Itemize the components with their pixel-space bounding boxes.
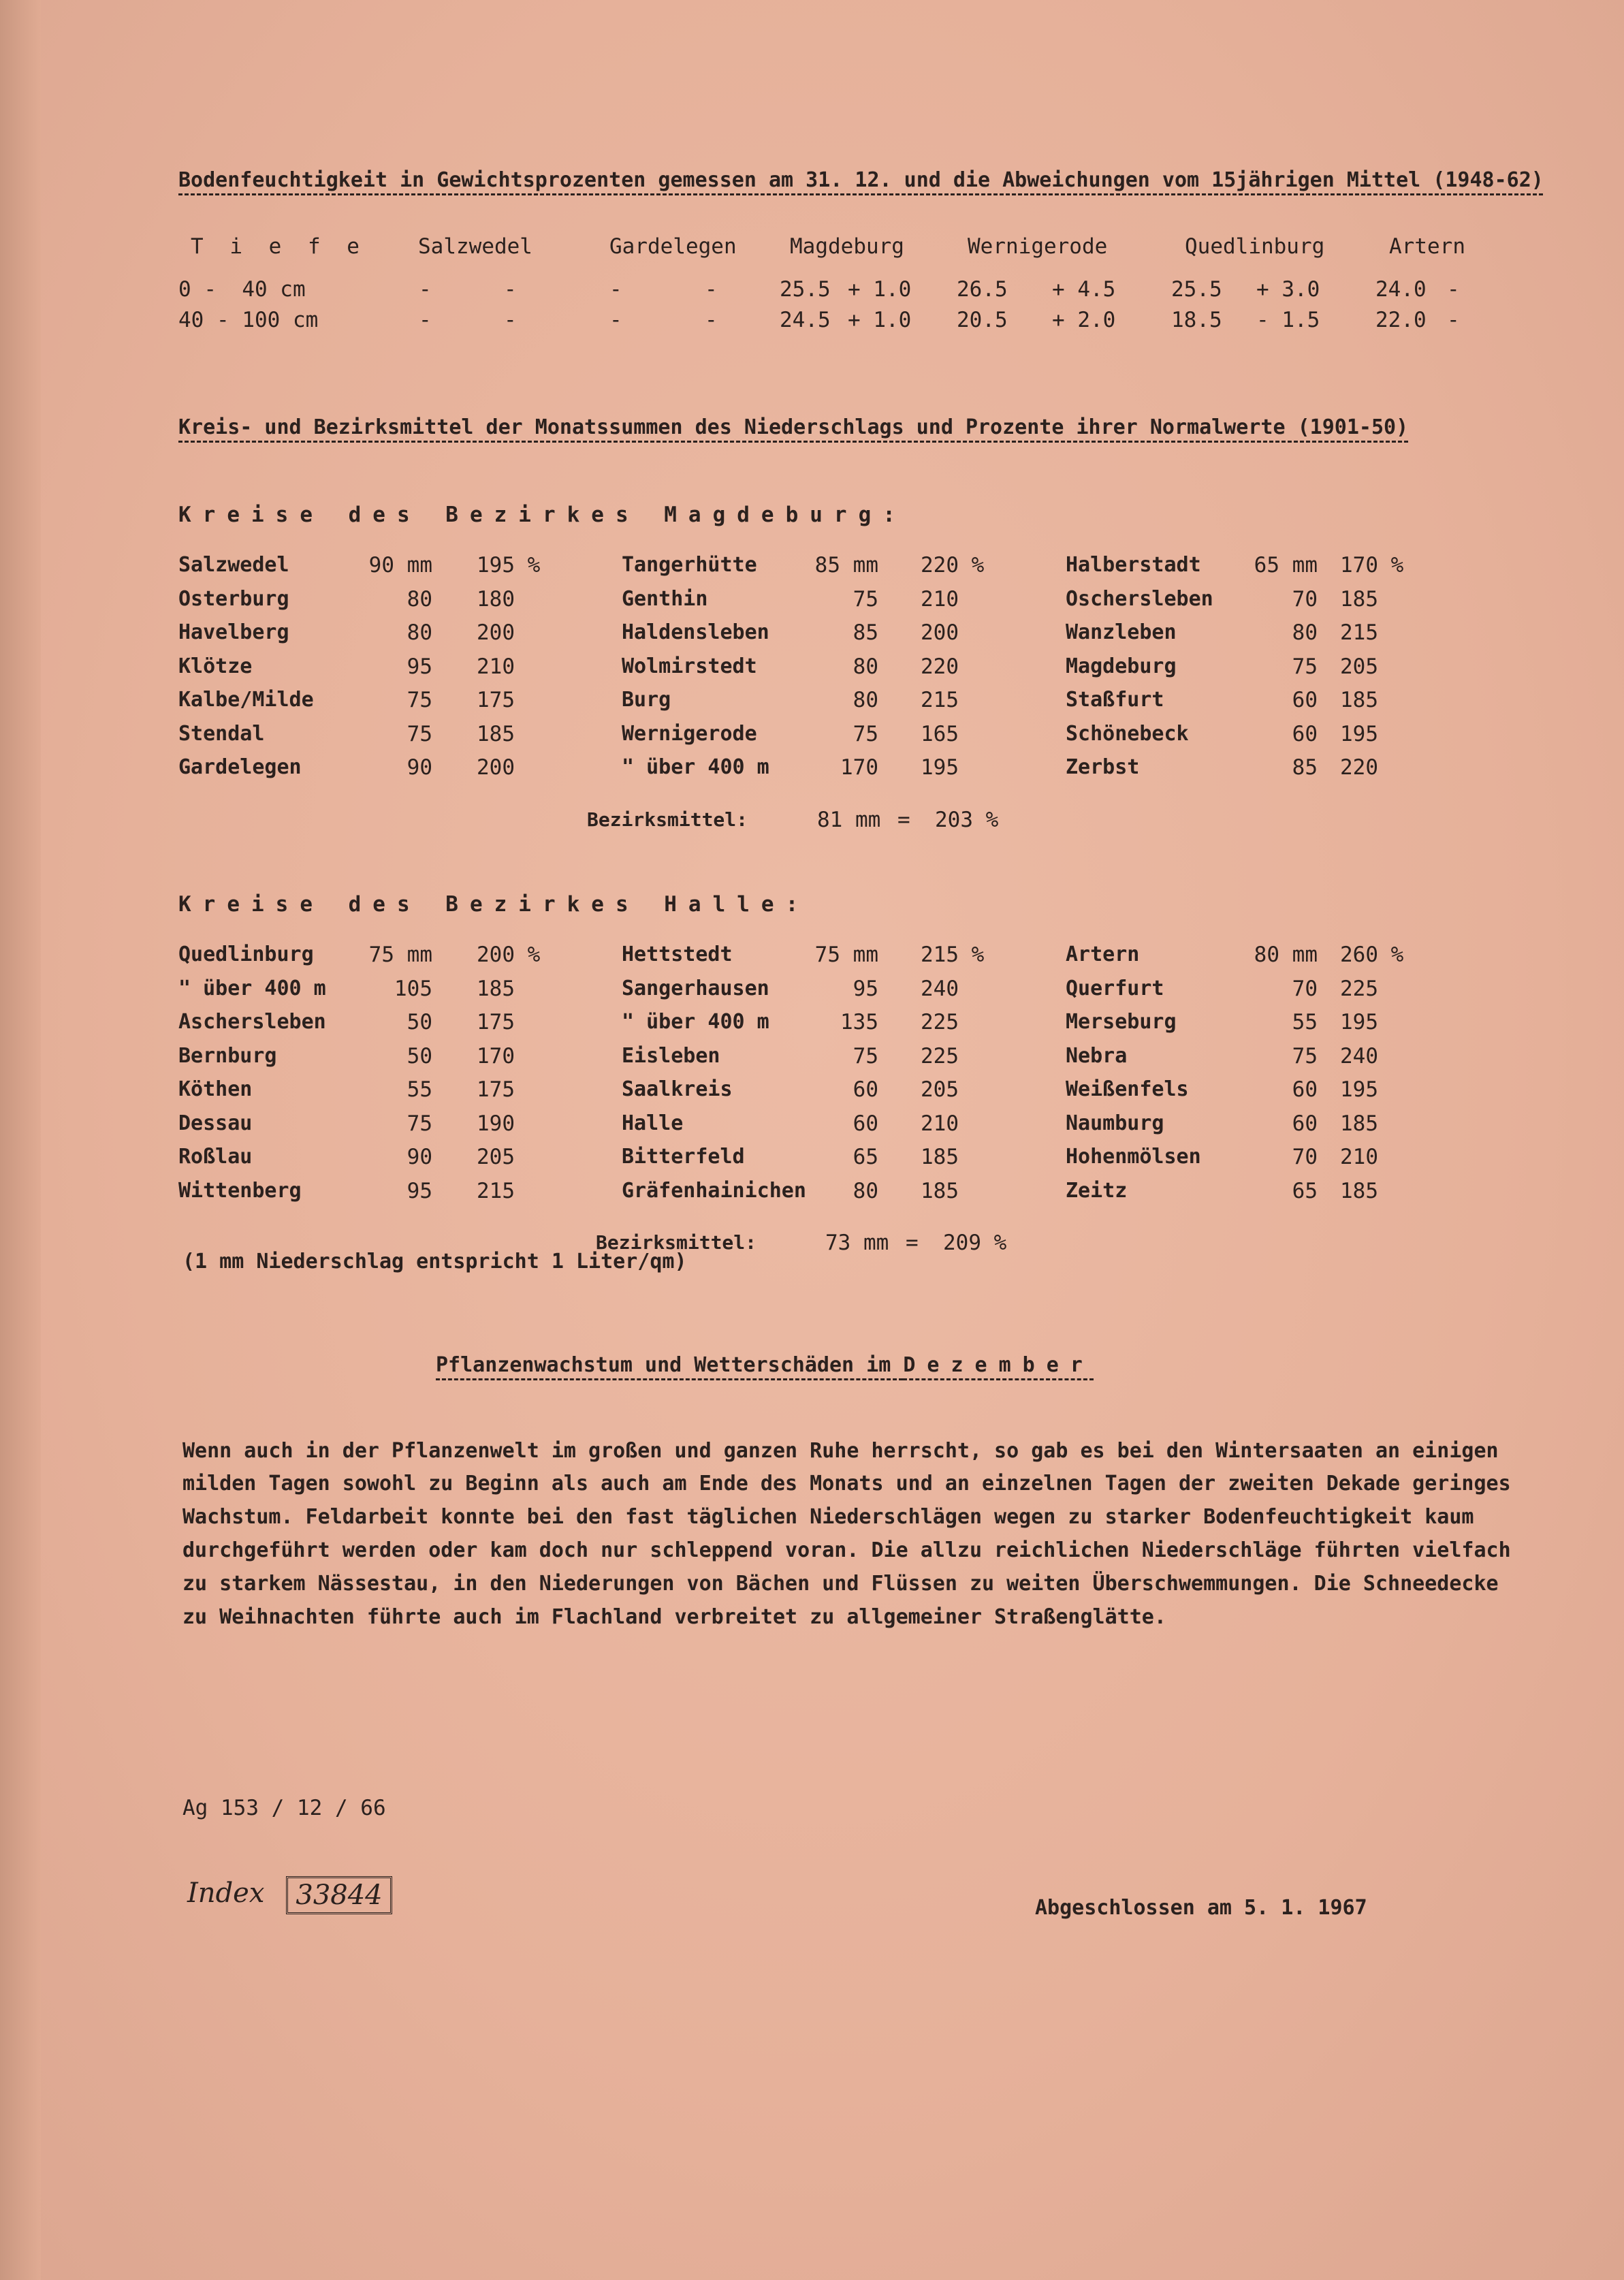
district-name: " über 400 m [622, 755, 769, 779]
soil-value-cell: 24.5 [780, 308, 831, 332]
magdeburg-heading: Kreise des Bezirkes Magdeburg: [178, 503, 907, 527]
district-mm: 80 [407, 620, 432, 645]
district-percent: 195 [921, 755, 959, 780]
reference-number: Ag 153 / 12 / 66 [182, 1796, 386, 1820]
district-name: Quedlinburg [178, 943, 314, 966]
district-mm: 80 [853, 1178, 878, 1203]
district-percent: 220 [1340, 755, 1378, 780]
district-name: Saalkreis [622, 1077, 733, 1101]
district-mm: 60 [1292, 721, 1318, 746]
district-name: Wernigerode [622, 721, 757, 746]
district-mm: 90 mm [368, 553, 432, 577]
district-name: Sangerhausen [622, 976, 769, 1000]
district-percent: 205 [921, 1077, 959, 1102]
district-mm: 55 [1292, 1010, 1318, 1034]
magdeburg-mean-label: Bezirksmittel: [587, 808, 748, 831]
district-percent: 185 [1340, 586, 1378, 612]
district-name: Hohenmölsen [1066, 1145, 1201, 1169]
district-percent: 210 [477, 654, 515, 679]
district-percent: 195 % [477, 553, 541, 577]
district-mm: 75 mm [368, 943, 432, 967]
district-mm: 75 [407, 721, 432, 746]
soil-header-artern: Artern [1389, 234, 1465, 259]
district-name: Köthen [178, 1077, 253, 1101]
soil-value-cell: - [504, 277, 517, 302]
soil-depth-cell: 40 - 100 cm [178, 308, 319, 332]
soil-value-cell: 20.5 [957, 308, 1008, 332]
soil-value-cell: 26.5 [957, 277, 1008, 302]
district-name: Wolmirstedt [622, 654, 757, 678]
district-mm: 75 [853, 1043, 878, 1068]
district-mm: 50 [407, 1010, 432, 1034]
magdeburg-mean-eq: = [897, 808, 910, 832]
district-mm: 75 mm [814, 943, 878, 967]
footnote: (1 mm Niederschlag entspricht 1 Liter/qm) [182, 1250, 687, 1273]
district-percent: 240 [921, 976, 959, 1001]
district-percent: 215 [921, 688, 959, 712]
district-name: Eisleben [622, 1043, 720, 1068]
district-percent: 225 [921, 1043, 959, 1068]
index-label: Index [187, 1878, 265, 1909]
halle-mean-mm: 73 mm [825, 1231, 889, 1255]
district-percent: 260 % [1340, 943, 1404, 967]
district-percent: 200 [921, 620, 959, 645]
soil-value-cell: 25.5 [780, 277, 831, 302]
district-name: Zeitz [1066, 1178, 1128, 1203]
district-percent: 170 [477, 1043, 515, 1068]
district-mm: 85 [853, 620, 878, 645]
district-mm: 80 [853, 654, 878, 679]
district-mm: 90 [407, 1145, 432, 1169]
district-mm: 105 [394, 976, 432, 1001]
district-name: Querfurt [1066, 976, 1164, 1000]
district-percent: 200 % [477, 943, 541, 967]
district-name: Burg [622, 688, 671, 712]
district-name: Naumburg [1066, 1111, 1164, 1135]
precip-title: Kreis- und Bezirksmittel der Monatssummen des Niederschlags und Prozente ihrer Normalwerte (1901-50) [178, 415, 1409, 439]
district-percent: 195 [1340, 1010, 1378, 1034]
district-mm: 80 [853, 688, 878, 712]
magdeburg-mean-mm: 81 mm [817, 808, 881, 832]
soil-value-cell: - [504, 308, 517, 332]
district-name: Staßfurt [1066, 688, 1164, 712]
district-name: Salzwedel [178, 553, 289, 577]
district-percent: 175 [477, 688, 515, 712]
district-percent: 175 [477, 1010, 515, 1034]
soil-value-cell: - [705, 277, 718, 302]
soil-header-quedlinburg: Quedlinburg [1185, 234, 1325, 259]
soil-value-cell: + 2.0 [1052, 308, 1116, 332]
district-percent: 240 [1340, 1043, 1378, 1068]
plants-line-3: Wachstum. Feldarbeit konnte bei den fast täglichen Niederschlägen wegen zu starker Bodenfeuchtigkeit kaum [182, 1505, 1474, 1529]
district-percent: 185 [1340, 688, 1378, 712]
soil-value-cell: + 4.5 [1052, 277, 1116, 302]
district-percent: 210 [921, 1111, 959, 1136]
district-name: Klötze [178, 654, 253, 678]
district-name: " über 400 m [178, 976, 326, 1000]
district-name: " über 400 m [622, 1010, 769, 1034]
district-percent: 195 [1340, 721, 1378, 746]
district-name: Kalbe/Milde [178, 688, 314, 712]
soil-value-cell: - [1447, 308, 1460, 332]
district-mm: 60 [1292, 1077, 1318, 1102]
district-mm: 70 [1292, 586, 1318, 612]
soil-value-cell: - [1447, 277, 1460, 302]
district-mm: 75 [853, 721, 878, 746]
halle-mean-eq: = [906, 1231, 919, 1255]
soil-header-gardelegen: Gardelegen [609, 234, 737, 259]
soil-value-cell: - [705, 308, 718, 332]
district-mm: 70 [1292, 976, 1318, 1001]
plants-title-a: Pflanzenwachstum und Wetterschäden im [436, 1353, 904, 1377]
district-mm: 135 [840, 1010, 878, 1034]
district-mm: 75 [1292, 654, 1318, 679]
district-name: Halberstadt [1066, 553, 1201, 577]
soil-value-cell: + 1.0 [848, 308, 912, 332]
soil-value-cell: + 1.0 [848, 277, 912, 302]
soil-header-salzwedel: Salzwedel [418, 234, 532, 259]
district-percent: 185 [921, 1145, 959, 1169]
district-name: Tangerhütte [622, 553, 757, 577]
soil-header-magdeburg: Magdeburg [790, 234, 904, 259]
district-name: Zerbst [1066, 755, 1140, 779]
district-percent: 185 [1340, 1111, 1378, 1136]
district-name: Bitterfeld [622, 1145, 745, 1169]
district-mm: 60 [1292, 688, 1318, 712]
plants-line-1: Wenn auch in der Pflanzenwelt im großen und ganzen Ruhe herrscht, so gab es bei den Wintersaaten an einigen [182, 1439, 1499, 1463]
district-percent: 165 [921, 721, 959, 746]
soil-value-cell: + 3.0 [1256, 277, 1320, 302]
soil-value-cell: 22.0 [1375, 308, 1427, 332]
district-mm: 55 [407, 1077, 432, 1102]
district-name: Nebra [1066, 1043, 1128, 1068]
halle-mean-label: Bezirksmittel: [596, 1231, 757, 1254]
district-mm: 60 [1292, 1111, 1318, 1136]
district-name: Halle [622, 1111, 684, 1135]
soil-value-cell: - [419, 277, 432, 302]
soil-title: Bodenfeuchtigkeit in Gewichtsprozenten gemessen am 31. 12. und die Abweichungen vom 15jährigen Mittel (1948-62) [178, 168, 1544, 192]
district-percent: 200 [477, 620, 515, 645]
halle-mean-pct: 209 % [943, 1231, 1007, 1255]
district-mm: 95 [853, 976, 878, 1001]
district-percent: 190 [477, 1111, 515, 1136]
district-mm: 75 [407, 1111, 432, 1136]
district-mm: 95 [407, 654, 432, 679]
district-percent: 225 [921, 1010, 959, 1034]
district-percent: 185 [477, 721, 515, 746]
plants-line-2: milden Tagen sowohl zu Beginn als auch am Ende des Monats und an einzelnen Tagen der zweiten Dekade geringes [182, 1472, 1511, 1495]
district-mm: 65 [1292, 1178, 1318, 1203]
district-mm: 65 mm [1254, 553, 1318, 577]
district-percent: 220 % [921, 553, 985, 577]
district-percent: 175 [477, 1077, 515, 1102]
district-mm: 95 [407, 1178, 432, 1203]
district-name: Merseburg [1066, 1010, 1177, 1034]
district-mm: 80 mm [1254, 943, 1318, 967]
district-percent: 215 [477, 1178, 515, 1203]
district-mm: 70 [1292, 1145, 1318, 1169]
district-name: Stendal [178, 721, 265, 746]
soil-value-cell: 24.0 [1375, 277, 1427, 302]
soil-value-cell: - [609, 277, 622, 302]
soil-depth-cell: 0 - 40 cm [178, 277, 306, 302]
district-mm: 75 [407, 688, 432, 712]
district-mm: 60 [853, 1111, 878, 1136]
district-name: Osterburg [178, 586, 289, 611]
district-name: Havelberg [178, 620, 289, 644]
district-percent: 200 [477, 755, 515, 780]
district-percent: 215 % [921, 943, 985, 967]
district-mm: 75 [1292, 1043, 1318, 1068]
district-mm: 80 [1292, 620, 1318, 645]
district-percent: 170 % [1340, 553, 1404, 577]
district-name: Genthin [622, 586, 708, 611]
district-mm: 65 [853, 1145, 878, 1169]
district-name: Artern [1066, 943, 1140, 966]
district-percent: 195 [1340, 1077, 1378, 1102]
district-mm: 85 mm [814, 553, 878, 577]
soil-value-cell: 18.5 [1171, 308, 1222, 332]
district-mm: 80 [407, 586, 432, 612]
district-name: Weißenfels [1066, 1077, 1189, 1101]
district-name: Roßlau [178, 1145, 253, 1169]
district-name: Magdeburg [1066, 654, 1177, 678]
soil-value-cell: - [609, 308, 622, 332]
district-name: Haldensleben [622, 620, 769, 644]
district-name: Oschersleben [1066, 586, 1213, 611]
soil-value-cell: - [419, 308, 432, 332]
district-name: Wittenberg [178, 1178, 302, 1203]
soil-header-wernigerode: Wernigerode [968, 234, 1108, 259]
district-percent: 210 [921, 586, 959, 612]
soil-value-cell: 25.5 [1171, 277, 1222, 302]
district-percent: 210 [1340, 1145, 1378, 1169]
district-percent: 185 [921, 1178, 959, 1203]
soil-header-depth: T i e f e [191, 234, 366, 259]
district-percent: 185 [1340, 1178, 1378, 1203]
soil-value-cell: - 1.5 [1256, 308, 1320, 332]
district-percent: 205 [1340, 654, 1378, 679]
district-mm: 170 [840, 755, 878, 780]
plants-line-5: zu starkem Nässestau, in den Niederungen von Bächen und Flüssen zu weiten Überschwemmungen. Die Schneedecke [182, 1572, 1499, 1596]
district-mm: 90 [407, 755, 432, 780]
closed-date: Abgeschlossen am 5. 1. 1967 [1035, 1896, 1367, 1920]
district-name: Bernburg [178, 1043, 277, 1068]
district-percent: 205 [477, 1145, 515, 1169]
plants-title [436, 1352, 1094, 1379]
magdeburg-mean-pct: 203 % [935, 808, 999, 832]
halle-heading: Kreise des Bezirkes Halle: [178, 892, 810, 917]
district-percent: 185 [477, 976, 515, 1001]
index-stamp: 33844 [286, 1876, 392, 1914]
plants-title-b: Dezember [903, 1353, 1094, 1377]
district-name: Hettstedt [622, 943, 733, 966]
district-name: Dessau [178, 1111, 253, 1135]
district-name: Schönebeck [1066, 721, 1189, 746]
district-percent: 220 [921, 654, 959, 679]
district-percent: 215 [1340, 620, 1378, 645]
district-mm: 85 [1292, 755, 1318, 780]
district-name: Wanzleben [1066, 620, 1177, 644]
district-name: Aschersleben [178, 1010, 326, 1034]
district-mm: 50 [407, 1043, 432, 1068]
district-mm: 60 [853, 1077, 878, 1102]
page-edge-shadow [0, 0, 41, 2280]
district-name: Gräfenhainichen [622, 1178, 806, 1203]
district-mm: 75 [853, 586, 878, 612]
district-percent: 225 [1340, 976, 1378, 1001]
district-name: Gardelegen [178, 755, 302, 779]
plants-line-4: durchgeführt werden oder kam doch nur schleppend voran. Die allzu reichlichen Niederschläge führten vielfach [182, 1538, 1511, 1562]
plants-line-6: zu Weihnachten führte auch im Flachland verbreitet zu allgemeiner Straßenglätte. [182, 1605, 1166, 1629]
district-percent: 180 [477, 586, 515, 612]
